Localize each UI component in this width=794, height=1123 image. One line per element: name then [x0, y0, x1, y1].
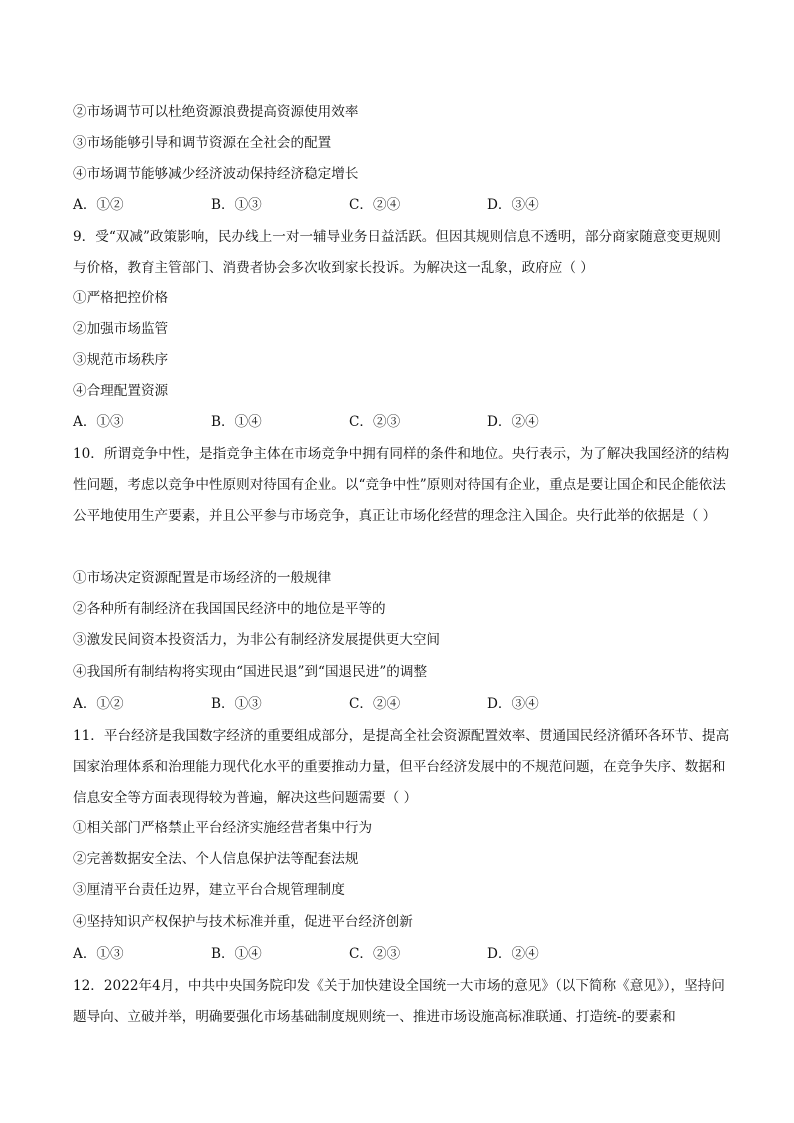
q8-statement-4: ④市场调节能够减少经济波动保持经济稳定增长: [73, 166, 359, 182]
option-c: C．②③: [349, 946, 401, 962]
q11-statement-4: ④坚持知识产权保护与技术标准并重，促进平台经济创新: [73, 914, 413, 930]
q9-statement-1: ①严格把控价格: [73, 290, 169, 306]
option-a: A．①②: [73, 197, 124, 213]
option-d: D．②④: [487, 946, 539, 962]
q9-options: [73, 412, 733, 432]
q11-stem: 11．平台经济是我国数字经济的重要组成部分，是提高全社会资源配置效率、贯通国民经济循环各环节、提高国家治理体系和治理能力现代化水平的重要推动力量，但平台经济发展中的不规范问题，在竞争失序、数据和信息安全等方面表现得较为普遍，解决这些问题需要（ ）: [73, 728, 730, 807]
option-b: B．①③: [211, 197, 262, 213]
option-b: B．①④: [211, 414, 262, 430]
q11-statement-3: ③厘清平台责任边界，建立平台合规管理制度: [73, 882, 345, 898]
option-d: D．③④: [487, 197, 539, 213]
q10-statement-4: ④我国所有制结构将实现由“国进民退”到“国退民进”的调整: [73, 664, 428, 680]
option-c: C．②④: [349, 197, 401, 213]
q9-statement-2: ②加强市场监管: [73, 321, 169, 337]
q11-statement-1: ①相关部门严格禁止平台经济实施经营者集中行为: [73, 820, 373, 836]
option-a: A．①③: [73, 946, 124, 962]
q9-statement-3: ③规范市场秩序: [73, 352, 169, 368]
q9-statement-4: ④合理配置资源: [73, 383, 169, 399]
q10-statement-1: ①市场决定资源配置是市场经济的一般规律: [73, 570, 332, 586]
option-b: B．①③: [211, 696, 262, 712]
q8-options: [73, 195, 733, 215]
option-d: D．②④: [487, 414, 539, 430]
option-b: B．①④: [211, 946, 262, 962]
option-c: C．②④: [349, 696, 401, 712]
q10-stem: 10．所谓竞争中性，是指竞争主体在市场竞争中拥有同样的条件和地位。央行表示，为了解决我国经济的结构性问题，考虑以竞争中性原则对待国有企业。以“竞争中性”原则对待国有企业，重点是要让国企和民企能依法公平地使用生产要素，并且公平参与市场竞争，真正让市场化经营的理念注入国企。央行此举的依据是（ ）: [73, 446, 730, 525]
option-a: A．①②: [73, 696, 124, 712]
q11-options: [73, 944, 733, 964]
q12-stem: 12．2022年4月，中共中央国务院印发《关于加快建设全国统一大市场的意见》（以下简称《意见》），坚持问题导向、立破并举，明确要强化市场基础制度规则统一、推进市场设施高标准联通、打造统-的要素和: [73, 978, 725, 1026]
q8-statement-2: ②市场调节可以杜绝资源浪费提高资源使用效率: [73, 104, 359, 120]
option-d: D．③④: [487, 696, 539, 712]
q10-options: [73, 694, 733, 714]
q9-stem: 9．受“双减”政策影响，民办线上一对一辅导业务日益活跃。但因其规则信息不透明，部分商家随意变更规则与价格，教育主管部门、消费者协会多次收到家长投诉。为解决这一乱象，政府应（ ）: [73, 229, 721, 277]
q10-statement-2: ②各种所有制经济在我国国民经济中的地位是平等的: [73, 601, 386, 617]
option-a: A．①③: [73, 414, 124, 430]
q11-statement-2: ②完善数据安全法、个人信息保护法等配套法规: [73, 851, 359, 867]
q8-statement-3: ③市场能够引导和调节资源在全社会的配置: [73, 135, 332, 151]
option-c: C．②③: [349, 414, 401, 430]
q10-statement-3: ③激发民间资本投资活力，为非公有制经济发展提供更大空间: [73, 632, 441, 648]
